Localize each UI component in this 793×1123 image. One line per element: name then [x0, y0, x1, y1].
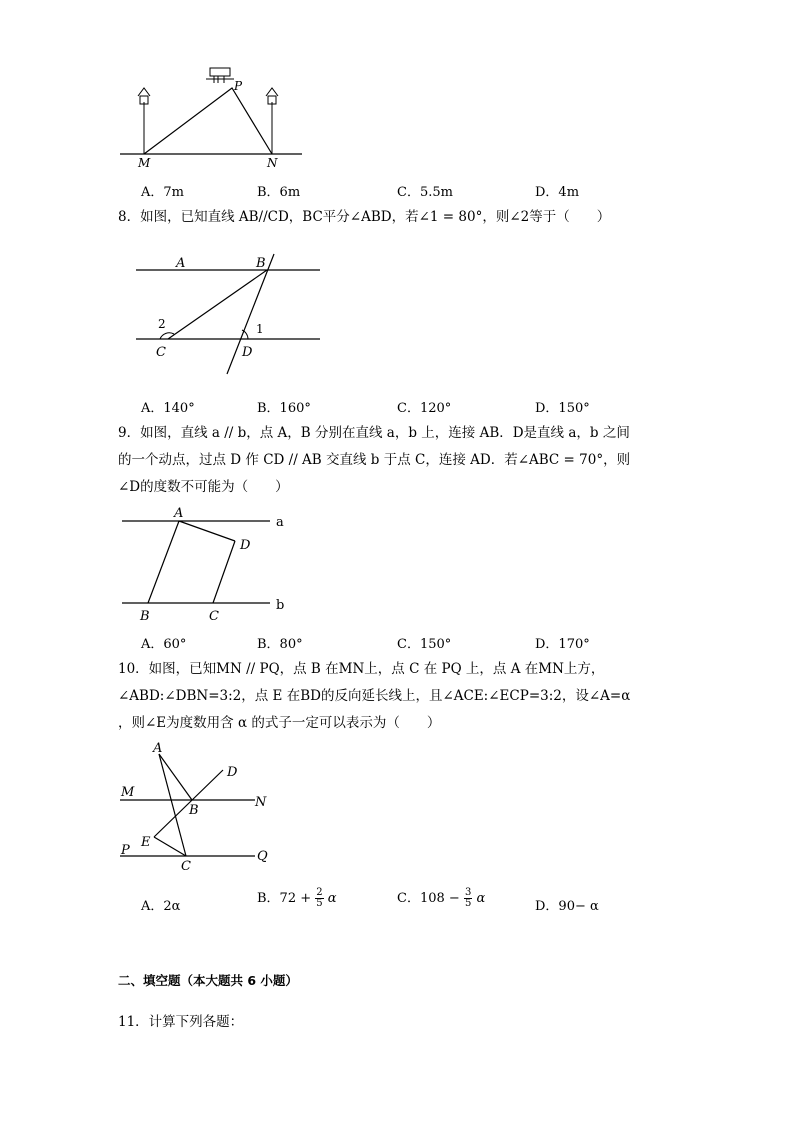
q7-option-a[interactable]: A．7m: [141, 185, 184, 200]
q8-option-c[interactable]: C．120°: [397, 401, 452, 416]
q8-label-b: B: [256, 256, 266, 271]
q10-option-c-denominator: 5: [464, 898, 472, 909]
q8-label-a: A: [176, 256, 186, 271]
q10-option-b-suffix: α: [327, 891, 337, 906]
q10-option-b-prefix: B．72 +: [257, 891, 312, 906]
q9-option-d[interactable]: D．170°: [535, 637, 590, 652]
q10-label-b: B: [189, 803, 199, 818]
q8-figure: [130, 250, 330, 380]
q10-stem-line3: ，则∠E为度数用含 α 的式子一定可以表示为（ ）: [118, 715, 441, 731]
q8-label-1: 1: [256, 322, 264, 336]
q10-option-a[interactable]: A．2α: [141, 899, 181, 914]
q10-option-c-fraction: [464, 888, 472, 909]
q10-label-c: C: [181, 859, 191, 874]
q9-stem-line1: 9．如图，直线 a // b，点 A，B 分别在直线 a，b 上，连接 AB．D是直线 a，b 之间: [118, 425, 630, 441]
q9-label-d: D: [240, 538, 251, 553]
q10-figure: [115, 740, 285, 875]
q10-option-b[interactable]: [257, 887, 337, 909]
q9-option-c[interactable]: C．150°: [397, 637, 452, 652]
q9-stem-line2: 的一个动点，过点 D 作 CD // AB 交直线 b 于点 C，连接 AD．若∠ABC = 70°，则: [118, 452, 631, 468]
q8-label-d: D: [242, 345, 253, 360]
q10-label-n: N: [255, 795, 267, 810]
q10-option-d[interactable]: D．90− α: [535, 899, 599, 914]
q10-option-c-numerator: 3: [464, 887, 472, 898]
q8-option-a[interactable]: A．140°: [141, 401, 195, 416]
q7-option-b[interactable]: B．6m: [257, 185, 301, 200]
q9-label-c: C: [209, 609, 219, 624]
q8-label-c: C: [156, 345, 166, 360]
q10-label-q: Q: [257, 849, 268, 864]
section-heading: 二、填空题（本大题共 6 小题）: [118, 973, 298, 988]
q8-label-2: 2: [158, 317, 166, 331]
q7-figure: [110, 60, 310, 175]
q10-option-c[interactable]: [397, 887, 485, 909]
q7-option-d[interactable]: D．4m: [535, 185, 580, 200]
q10-label-m: M: [121, 785, 135, 800]
q9-figure: [118, 505, 298, 625]
q10-label-d: D: [227, 765, 238, 780]
q10-label-e: E: [141, 835, 151, 850]
q8-option-d[interactable]: D．150°: [535, 401, 590, 416]
q7-label-n: N: [267, 156, 278, 170]
q10-option-c-suffix: α: [476, 891, 486, 906]
q8-option-b[interactable]: B．160°: [257, 401, 311, 416]
q10-label-a: A: [153, 741, 163, 756]
q9-label-b: B: [140, 609, 150, 624]
q10-option-b-denominator: 5: [316, 898, 323, 909]
q10-stem-line2: ∠ABD:∠DBN=3:2，点 E 在BD的反向延长线上，且∠ACE:∠ECP=3:2，设∠A=α: [118, 688, 631, 704]
q10-option-b-numerator: 2: [316, 887, 323, 898]
q7-option-c[interactable]: C．5.5m: [397, 185, 453, 200]
q8-stem: 8．如图，已知直线 AB//CD，BC平分∠ABD，若∠1 = 80°，则∠2等于（ ）: [118, 209, 611, 225]
q9-stem-line3: ∠D的度数不可能为（ ）: [118, 479, 289, 495]
q9-line-b: b: [276, 598, 285, 613]
q9-label-a: A: [174, 506, 184, 521]
q10-option-c-prefix: C．108 −: [397, 891, 460, 906]
q10-label-p: P: [121, 843, 130, 858]
q9-option-a[interactable]: A．60°: [141, 637, 187, 652]
q7-label-m: M: [138, 156, 151, 170]
q10-option-b-fraction: [315, 888, 323, 909]
q9-option-b[interactable]: B．80°: [257, 637, 303, 652]
q10-stem-line1: 10．如图，已知MN // PQ，点 B 在MN上，点 C 在 PQ 上，点 A 在MN上方，: [118, 661, 605, 677]
q11-stem: 11．计算下列各题：: [118, 1014, 244, 1030]
q7-label-p: P: [234, 79, 243, 93]
q9-line-a: a: [276, 515, 284, 530]
